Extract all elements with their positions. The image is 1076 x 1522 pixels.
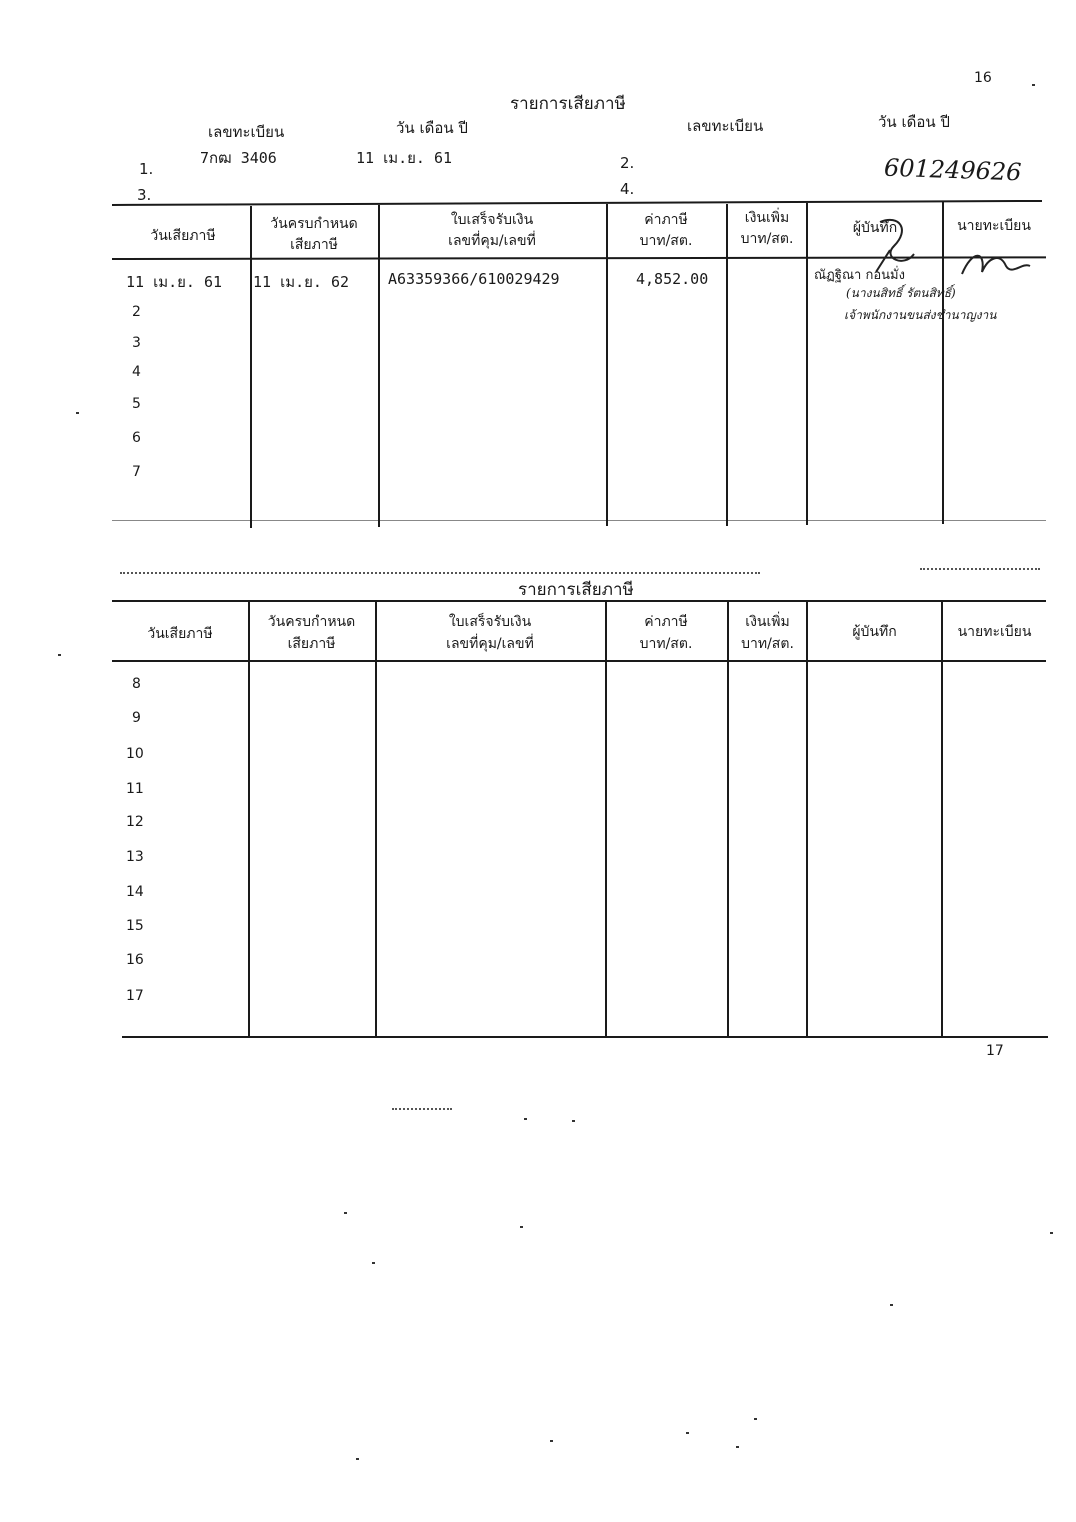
row-number: 11 xyxy=(126,781,144,797)
row-number: 6 xyxy=(132,430,141,446)
top-section-title: รายการเสียภาษี xyxy=(510,94,626,114)
header-due-date-line2: เสียภาษี xyxy=(290,237,338,253)
scan-speck xyxy=(890,1304,893,1306)
reg-row-4-number: 4. xyxy=(620,180,635,198)
scan-speck xyxy=(1050,1232,1053,1234)
reg-row-1-date: 11 เม.ย. 61 xyxy=(356,149,453,167)
scan-speck xyxy=(58,654,61,656)
header-due-date-line2: เสียภาษี xyxy=(287,636,336,652)
scan-artifact xyxy=(120,572,760,575)
header-surcharge-line1: เงินเพิ่ม xyxy=(744,210,790,226)
reg-label-right: เลขทะเบียน xyxy=(687,117,764,135)
header-due-date-line1: วันครบกำหนด xyxy=(270,216,358,232)
table2-col-divider-3 xyxy=(605,602,607,1036)
page-number-bottom: 17 xyxy=(986,1043,1004,1059)
page-number-top: 16 xyxy=(974,70,992,86)
scan-speck xyxy=(344,1212,347,1214)
row1-recorder-name: ณัฏฐิณา กอนมั่ง xyxy=(814,268,905,283)
row1-recorder-stamp-name: (นางนสิทธิ์ รัตนสิทธิ์) xyxy=(846,286,956,300)
header-surcharge-line1: เงินเพิ่ม xyxy=(745,614,790,630)
header-tax-line2: บาท/สต. xyxy=(639,636,693,652)
header-registrar: นายทะเบียน xyxy=(957,218,1031,234)
header-recorder: ผู้บันทึก xyxy=(852,220,898,236)
table1-bottom-rule xyxy=(112,520,1046,521)
row-number: 5 xyxy=(132,396,141,412)
scan-speck xyxy=(550,1440,553,1442)
scan-speck xyxy=(372,1262,375,1264)
table2-col-divider-6 xyxy=(941,602,943,1036)
recorder-signature-icon xyxy=(860,210,930,280)
row1-recorder-stamp-title: เจ้าพนักงานขนส่งชำนาญงาน xyxy=(844,308,997,322)
header-receipt-line2: เลขที่คุม/เลขที่ xyxy=(448,233,536,249)
header-tax-line1: ค่าภาษี xyxy=(644,212,688,228)
scan-speck xyxy=(524,1118,527,1120)
reg-row-3-number: 3. xyxy=(137,186,152,204)
row-number: 9 xyxy=(132,710,141,726)
header-tax-line2: บาท/สต. xyxy=(639,233,693,249)
row-number: 12 xyxy=(126,814,144,830)
table1-col-divider-3 xyxy=(606,204,608,526)
table2-col-divider-2 xyxy=(375,602,377,1036)
scan-speck xyxy=(1032,84,1035,86)
row-number: 15 xyxy=(126,918,144,934)
row-number: 14 xyxy=(126,884,144,900)
reg-row-1-number: 1. xyxy=(139,160,154,178)
scan-speck xyxy=(754,1418,757,1420)
table2-bottom-rule xyxy=(122,1036,1048,1038)
date-label-left: วัน เดือน ปี xyxy=(396,119,468,137)
registrar-signature-icon xyxy=(958,244,1038,284)
scan-speck xyxy=(572,1120,575,1122)
row1-due-date: 11 เม.ย. 62 xyxy=(253,273,350,291)
scan-speck xyxy=(736,1446,739,1448)
row1-pay-date: 11 เม.ย. 61 xyxy=(126,273,223,291)
date-label-right: วัน เดือน ปี xyxy=(878,113,950,131)
scan-artifact xyxy=(920,568,1040,571)
reg-row-2-handwritten: 601249626 xyxy=(883,153,1022,187)
header-pay-date: วันเสียภาษี xyxy=(150,228,216,244)
row-number: 17 xyxy=(126,988,144,1004)
header-registrar: นายทะเบียน xyxy=(957,624,1032,640)
row-number: 10 xyxy=(126,746,144,762)
row1-receipt-number: A63359366/610029429 xyxy=(388,270,560,288)
row-number: 7 xyxy=(132,464,141,480)
table2-col-divider-5 xyxy=(806,602,808,1036)
table2-header-rule xyxy=(112,660,1046,662)
table2-col-divider-4 xyxy=(727,602,729,1036)
reg-label-left: เลขทะเบียน xyxy=(208,123,285,141)
table1-col-divider-5 xyxy=(806,203,808,525)
table2-col-divider-1 xyxy=(248,602,250,1036)
scan-speck xyxy=(520,1226,523,1228)
row-number: 16 xyxy=(126,952,144,968)
header-pay-date: วันเสียภาษี xyxy=(147,626,213,642)
header-due-date-line1: วันครบกำหนด xyxy=(267,614,356,630)
table1-col-divider-2 xyxy=(378,205,380,527)
header-receipt-line1: ใบเสร็จรับเงิน xyxy=(448,614,532,630)
reg-row-2-number: 2. xyxy=(620,154,635,172)
scan-speck xyxy=(686,1432,689,1434)
table2-title: รายการเสียภาษี xyxy=(518,580,634,600)
row-number: 4 xyxy=(132,364,141,380)
row-number: 13 xyxy=(126,849,144,865)
table1-col-divider-6 xyxy=(942,202,944,524)
row-number: 2 xyxy=(132,304,141,320)
header-surcharge-line2: บาท/สต. xyxy=(741,636,794,652)
scan-speck xyxy=(356,1458,359,1460)
header-receipt-line2: เลขที่คุม/เลขที่ xyxy=(446,636,534,652)
scan-speck xyxy=(76,412,79,414)
reg-row-1-plate: 7กฒ 3406 xyxy=(200,149,277,167)
header-tax-line1: ค่าภาษี xyxy=(644,614,688,630)
header-recorder: ผู้บันทึก xyxy=(852,624,897,640)
scan-artifact xyxy=(392,1108,452,1111)
row1-tax-amount: 4,852.00 xyxy=(636,270,709,288)
header-surcharge-line2: บาท/สต. xyxy=(740,231,794,247)
row-number: 3 xyxy=(132,335,141,351)
table2-top-rule xyxy=(112,600,1046,602)
table1-col-divider-4 xyxy=(726,204,728,526)
header-receipt-line1: ใบเสร็จรับเงิน xyxy=(450,212,534,228)
row-number: 8 xyxy=(132,676,141,692)
